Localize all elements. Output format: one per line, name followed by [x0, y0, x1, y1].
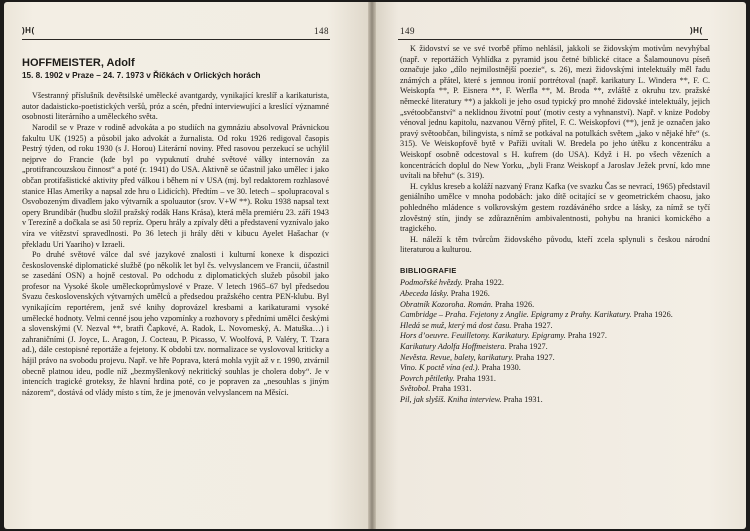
right-header-mark: )H(: [690, 26, 703, 35]
bibliography-heading: BIBLIOGRAFIE: [400, 265, 457, 275]
right-page-number: 149: [400, 26, 415, 36]
bibliography-item: Vino. K poctě vína (ed.). Praha 1930.: [400, 363, 521, 373]
bibliography-item: Cambridge – Praha. Fejetony z Anglie. Epigramy z Prahy. Karikatury. Praha 1926.: [400, 310, 673, 320]
entry-dates: 15. 8. 1902 v Praze – 24. 7. 1973 v Říčkách v Orlických horách: [22, 70, 261, 80]
bibliography-item: Podmořské hvězdy. Praha 1922.: [400, 278, 504, 288]
bibliography-item: Abeceda lásky. Praha 1926.: [400, 289, 490, 299]
right-header-rule: [398, 39, 708, 40]
bibliography-item: Hledá se muž, který má dost času. Praha 1927.: [400, 320, 553, 330]
right-text-column: [400, 44, 710, 406]
book-gutter: [368, 2, 376, 529]
left-paragraph-1: Všestranný příslušník devětsilské umělecké avantgardy, vynikající kreslíř a karikaturista, autor dadaisticko-poetistických veršů, próz a scén, přední interviewující a kreslící významné osobnosti literárního a uměleckého světa.: [22, 91, 329, 122]
left-paragraph-3: Po druhé světové válce dal své jazykové znalosti i kulturní konexe k dispozici československé diplomatické službě (po několik let byl čs. velvyslancem ve Francii, účastnil se zasedání OSN) a hojně cestoval. Po odchodu z diplomatických služeb působil jako profesor na Vysoké škole uměleckoprůmyslové v Praze. V letech 1965–67 byl předsedou Svazu československých výtvarných umělců a předsedou pražského centra PEN-klubu. Byl vynikajícím reportérem, jenž své knihy doprovázel kresbami a karikaturami vysoké umělecké hodnoty. Velmi cenné jsou jeho vzpomínky a rozhovory s předními umělci českými a slovenskými (V. Nezval **, bratři Čapkové, A. Radok, L. Novomeský, A. Matuška…) i zahraničními (J. Joyce, L. Aragon, J. Cocteau, P. Picasso, V. Woolfová, P. Valéry, T. Tzara ad.), dále cestopisné reportáže a fejetony. K obdobì tzv. normalizace se vyslovoval kriticky a hájil právo na svobodu projevu. Např. ve hře Poprava, která mohla vyjít až v r. 1990, ztvárnil obecně platnou ideu, podle níž „bezmyšlenkový nekritický souhlas je cholera doby“. Je v intencích tragické groteksy, že hlavní hrdina poté, co je popraven za „nesouhlas s jiným názorem“, dostává od vlády místo s tím, že je jmenován velvyslancem na Měsíci.: [22, 250, 329, 397]
left-header-mark: )H(: [22, 26, 35, 35]
bibliography-item: Hors d’oeuvre. Feuilletony. Karikatury. Epigramy. Praha 1927.: [400, 331, 607, 341]
bibliography-item: Obratník Kozoroha. Román. Praha 1926.: [400, 299, 535, 309]
right-paragraph-2: H. cyklus kreseb a koláží nazvaný Franz Kafka (ve svazku Čas se nevrací, 1965) představil geniálního umělce v mnoha podobách: jako dítě ocitající se v geometrickém chaosu, jako pohledného mládence s volkrovským gestem rozdáváného srdce a lásky, za nímž se tyčí zlověstný stín, jindy se zdůrazněním ambivalentnosti, pohybu na hranici komického a tragického.: [400, 181, 710, 234]
bibliography-list: [400, 278, 710, 405]
bibliography-item: Světobol. Praha 1931.: [400, 384, 472, 394]
left-text-column: [22, 58, 329, 398]
bibliography-item: Nevěsta. Revue, balety, karikatury. Praha 1927.: [400, 352, 555, 362]
entry-title: HOFFMEISTER, Adolf: [22, 57, 135, 69]
left-header-rule: [22, 39, 330, 40]
right-paragraph-1: K židovství se ve své tvorbě přímo nehlásil, jakkoli se židovským motivům nevyhýbal (např. v reportážích Vyhlídka z pyramid jsou četné biblické citace a Šalamounovu píseň označuje jako „dílo nejmilostnější poezie“, s. 26), mezi židovskými intelektuály měl řadu známých a přátel, které s jemnou ironií portrétoval (např. karikatury L. Windera **, F. C. Weiskopfa **, P. Eisnera **, F. Werfla **, M. Broda **, zvláště z okruhu tzv. pražské německé literatury **) a jakkoli je jeho osud typický pro mnohé židovské intelektuály, jejich „svétoobčanství“ a neklidnou životní pouť (motiv cesty a vyhnanství). Např. v knize Podoby vénoval jednu kapitolu, nazvanou Věrný přítel, F. C. Weiskopfovi (**), jenž je označen jako pravý světoobčan, bilingvista, s nímž se potkával na potulkách světem „jako v nějaké hře“ (s. 315). Ve Weiskopfově bytě v Paříži uvítali W. Bredela po jeho útěku z koncentráku a Weiskopf osobně odcestoval s H. kufrem (do USA). Když i H. po všech vězeních a koncentrácích doplul do New Yorku, „byli Franz Weiskopf a Jaroslav Ježek první, kdo mne uvítali na břehu“ (s. 319).: [400, 44, 710, 181]
bibliography-item: Pil, jak slyšíš. Kniha interview. Praha 1931.: [400, 395, 543, 404]
left-page-number: 148: [314, 26, 329, 36]
bibliography-item: Povrch pětiletky. Praha 1931.: [400, 373, 496, 383]
right-paragraph-3: H. náleží k těm tvůrcům židovského původu, kteří zcela splynuli s českou národní literaturou a kulturou.: [400, 234, 710, 255]
left-paragraph-2: Narodil se v Praze v rodině advokáta a po studiích na gymnáziu absolvoval Právnickou fakultu UK (1925) a působil jako advokát a žurnalista. Od roku 1926 redigoval časopis Pestrý týden, od roku 1930 (s J. Horou) Literární noviny. Před rasovou perzekucí se uchýlil nejprve do Francie (kde byl po vypuknutí druhé světové války internován za „protifrancouzskou činnost“ a poté (r. 1941) do USA. Aktivně se účastnil jako umělec i jako občan protifašistické aktivity před válkou i během ní v USA (mj. byl redaktorem rozhlasové stanice Hlas Ameriky a napsal zde hru o Lidicích). Předtím – ve 30. letech – spolupracoval s Osvobozeným divadlem jako výtvarník a spoluautor (srov. V+W **). Roku 1938 napsal text opery Brundibár (hudbu složil pražský rodák Hans Krása), která měla premiéru 23. září 1943 v Terezíně a dočkala se asi 50 repríz. Operu hrály a zpívaly děti a představení vyznívalo jako víra ve vítězství spravedlnosti. Po 36 letech ji hrály děti v kibucu Ayelet Hašachar (v překladu Uri Yaariho) v Izraeli.: [22, 122, 329, 249]
bibliography-item: Karikatury Adolfa Hoffmeistera. Praha 1927.: [400, 342, 548, 352]
